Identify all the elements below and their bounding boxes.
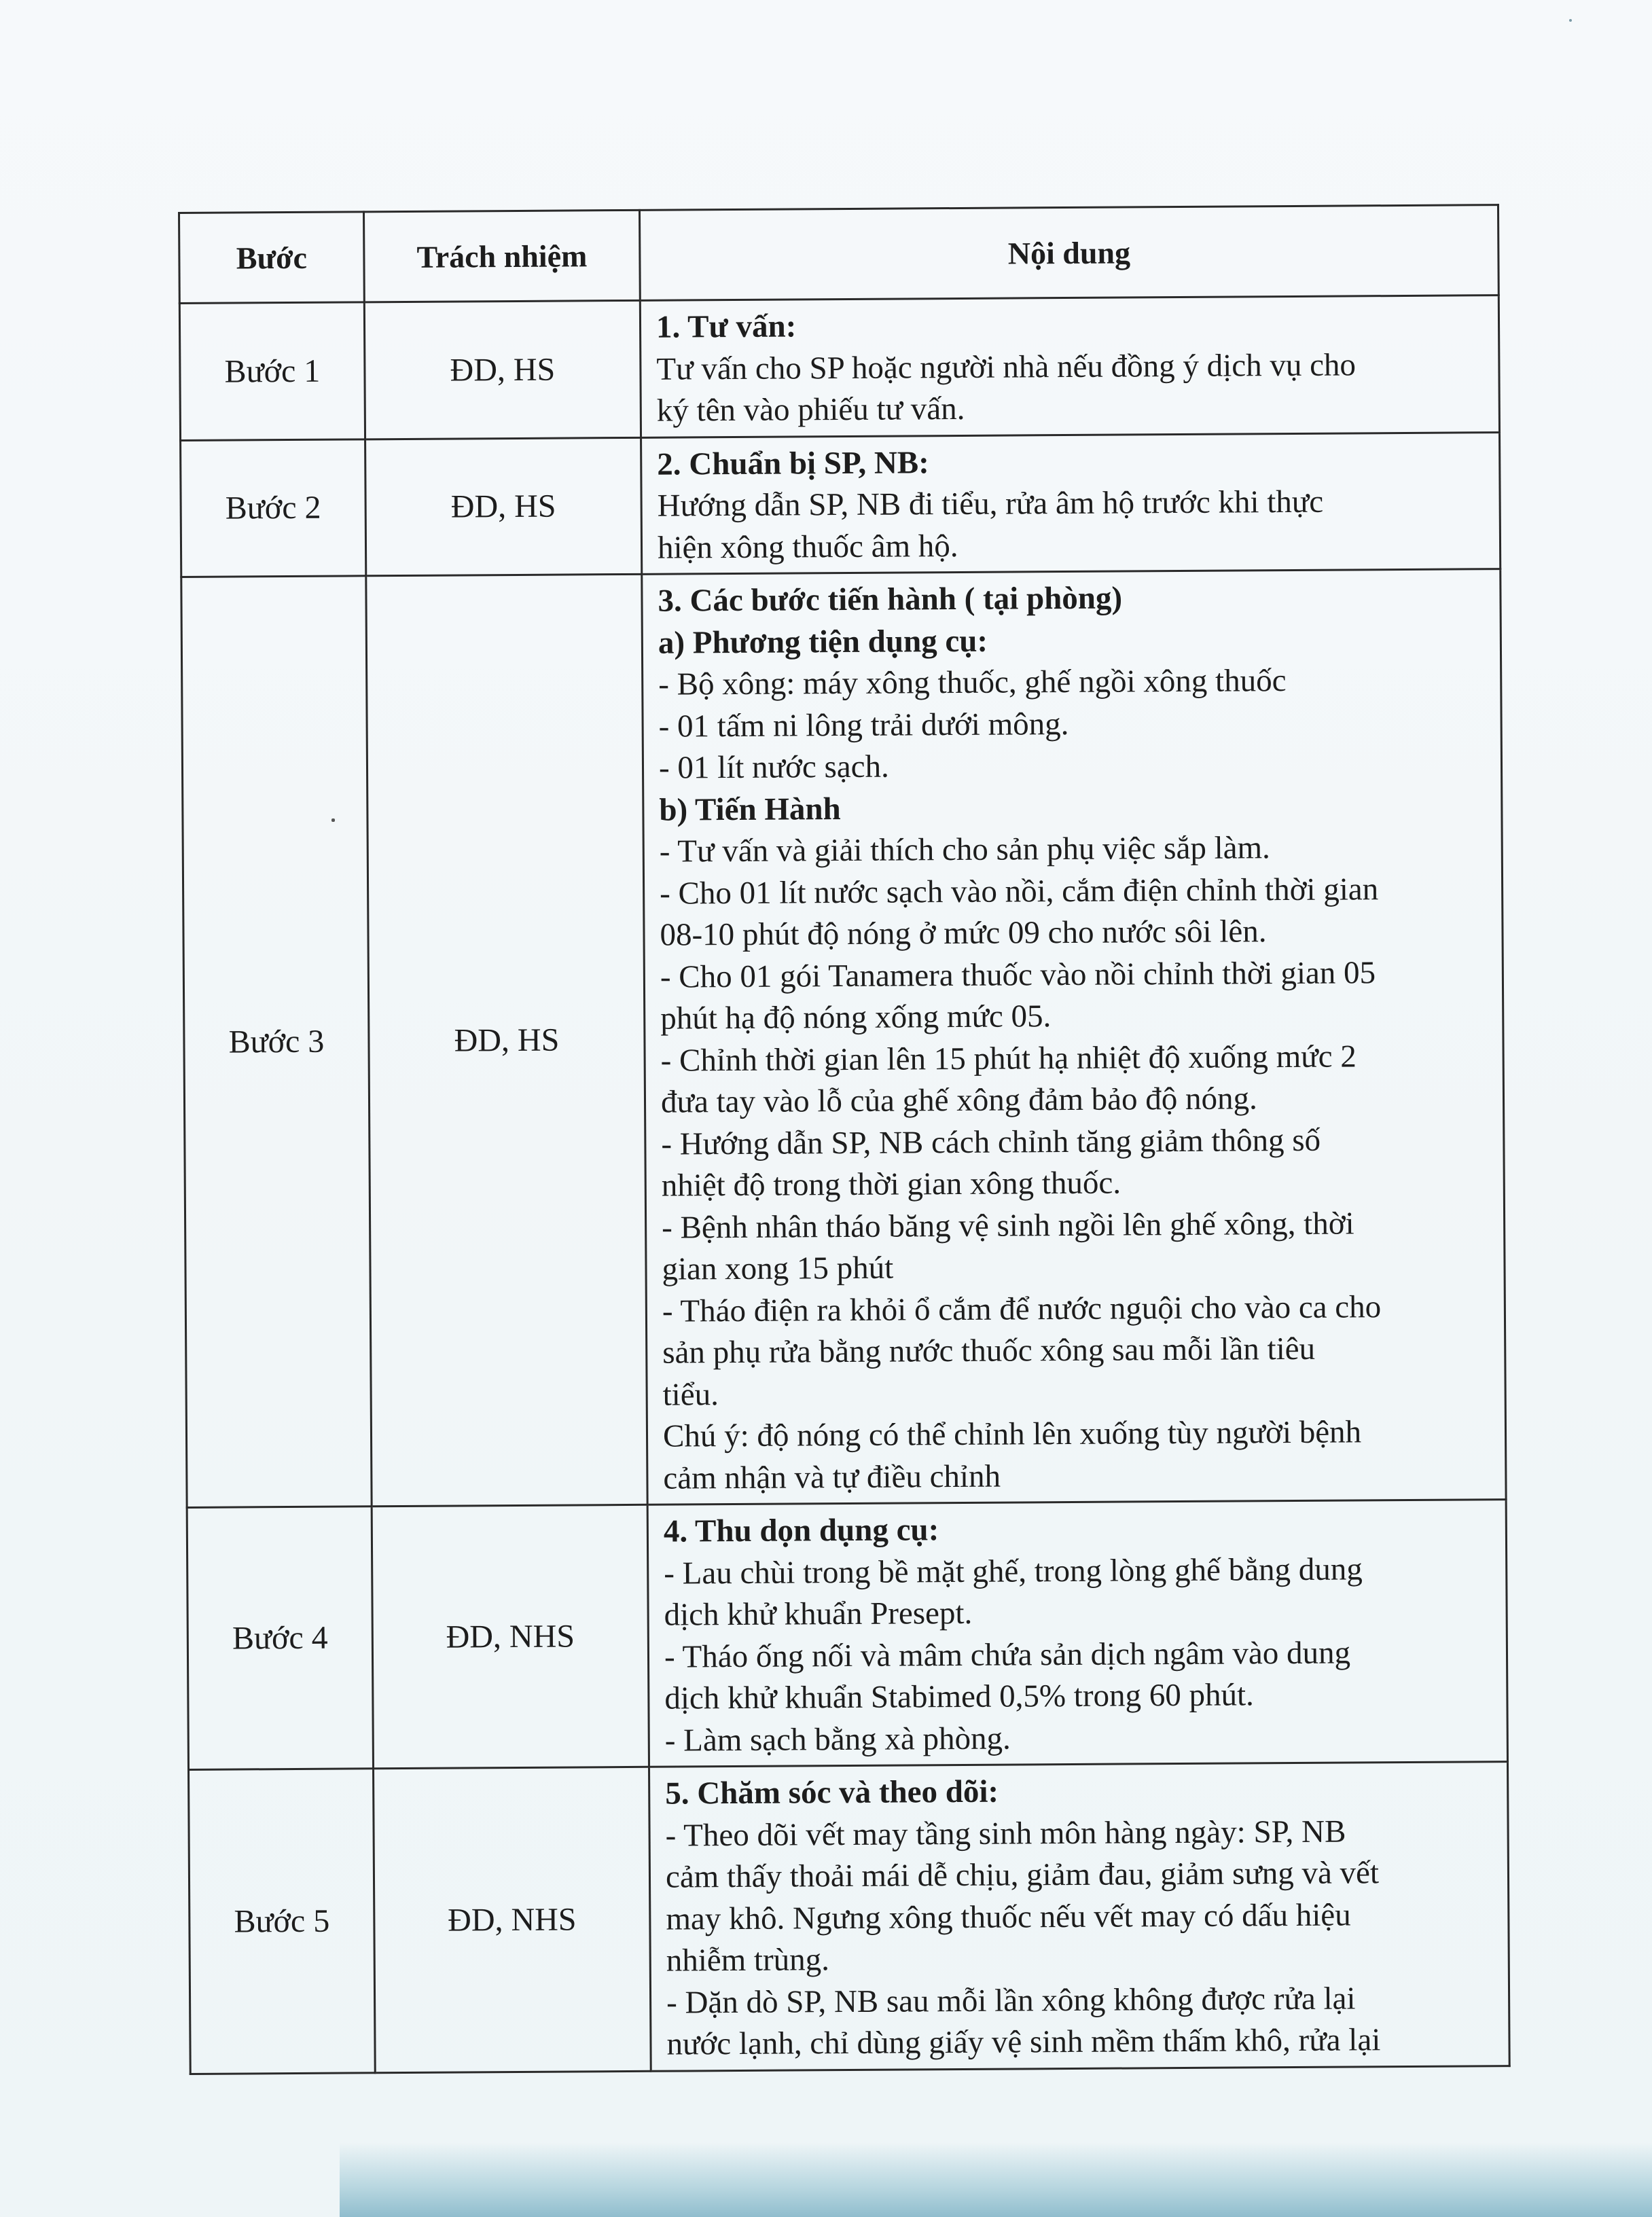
content-line: - Cho 01 gói Tanamera thuốc vào nồi chỉnh thời gian 05 (660, 954, 1376, 995)
procedure-table (178, 204, 1511, 2074)
content-title: 4. Thu dọn dụng cụ: (663, 1512, 939, 1549)
table-row (189, 1762, 1510, 2074)
content-cell (641, 432, 1501, 574)
content-subheading: b) Tiến Hành (659, 791, 841, 828)
content-line: - 01 tấm ni lông trải dưới mông. (658, 706, 1069, 744)
content-line: Tư vấn cho SP hoặc người nhà nếu đồng ý dịch vụ cho (656, 346, 1357, 387)
step-cell: Bước 5 (189, 1769, 376, 2074)
content-line: - Bộ xông: máy xông thuốc, ghế ngồi xông thuốc (658, 663, 1287, 702)
content-title: 3. Các bước tiến hành ( tại phòng) (658, 580, 1123, 619)
content-line: Chú ý: độ nóng có thể chỉnh lên xuống tùy người bệnh (662, 1414, 1362, 1454)
step-cell: Bước 1 (179, 302, 365, 440)
content-line: sản phụ rửa bằng nước thuốc xông sau mỗi lần tiêu (662, 1331, 1316, 1371)
content-line: hiện xông thuốc âm hộ. (657, 528, 958, 566)
content-line: Hướng dẫn SP, NB đi tiểu, rửa âm hộ trước khi thực (657, 484, 1324, 524)
table-header-row (179, 205, 1499, 304)
content-cell (649, 1762, 1509, 2071)
content-line: - Lau chùi trong bề mặt ghế, trong lòng ghế bằng dung (664, 1551, 1363, 1591)
content-cell (647, 1500, 1507, 1767)
content-line: - Chỉnh thời gian lên 15 phút hạ nhiệt độ xuống mức 2 (660, 1038, 1357, 1079)
content-line: - Theo dõi vết may tầng sinh môn hàng ngày: SP, NB (665, 1814, 1346, 1854)
content-line: nhiễm trùng. (666, 1942, 830, 1979)
table-row (187, 1500, 1507, 1770)
content-title: 2. Chuẩn bị SP, NB: (657, 444, 929, 482)
content-line: - Làm sạch bằng xà phòng. (664, 1720, 1011, 1759)
step-cell: Bước 4 (187, 1507, 373, 1770)
content-line: - Hướng dẫn SP, NB cách chỉnh tăng giảm thông số (661, 1122, 1321, 1162)
step-cell: Bước 2 (181, 439, 366, 577)
content-line: phút hạ độ nóng xống mức 05. (660, 998, 1052, 1037)
table-row (181, 432, 1501, 577)
content-line: 08-10 phút độ nóng ở mức 09 cho nước sôi lên. (660, 914, 1267, 953)
responsibility-cell: ĐD, HS (365, 437, 642, 576)
content-line: cảm thấy thoải mái dễ chịu, giảm đau, giảm sưng và vết (665, 1855, 1380, 1895)
content-line: - Tư vấn và giải thích cho sản phụ việc sắp làm. (659, 830, 1271, 869)
content-line: - Dặn dò SP, NB sau mỗi lần xông không được rửa lại (666, 1980, 1356, 2021)
header-step: Bước (179, 212, 365, 304)
content-cell (640, 295, 1499, 437)
content-line: - Tháo điện ra khỏi ổ cắm để nước nguội cho vào ca cho (662, 1288, 1382, 1329)
scan-speck (1569, 19, 1572, 22)
content-line: nước lạnh, chỉ dùng giấy vệ sinh mềm thấm khô, rửa lại (666, 2022, 1381, 2062)
content-title: 5. Chăm sóc và theo dõi: (665, 1773, 999, 1812)
responsibility-cell: ĐD, NHS (372, 1504, 649, 1768)
content-line: cảm nhận và tự điều chỉnh (663, 1458, 1001, 1496)
responsibility-cell: ĐD, NHS (374, 1767, 651, 2072)
content-line: - Cho 01 lít nước sạch vào nồi, cắm điện chỉnh thời gian (659, 871, 1379, 912)
content-line: - Tháo ống nối và mâm chứa sản dịch ngâm vào dung (664, 1634, 1351, 1675)
content-line: tiểu. (662, 1376, 719, 1413)
table-row (181, 569, 1506, 1508)
content-subheading: a) Phương tiện dụng cụ: (658, 623, 988, 661)
content-line: gian xong 15 phút (662, 1250, 894, 1287)
table-row (179, 295, 1499, 440)
header-content: Nội dung (639, 205, 1498, 301)
content-line: đưa tay vào lỗ của ghế xông đảm bảo độ nóng. (660, 1081, 1257, 1120)
step-cell: Bước 3 (181, 576, 372, 1508)
content-line: may khô. Ngưng xông thuốc nếu vết may có dấu hiệu (666, 1896, 1351, 1937)
content-cell (642, 569, 1506, 1505)
content-line: nhiệt độ trong thời gian xông thuốc. (661, 1165, 1121, 1204)
responsibility-cell: ĐD, HS (364, 300, 641, 439)
content-line: - Bệnh nhân tháo băng vệ sinh ngồi lên ghế xông, thời (661, 1205, 1354, 1246)
scan-shadow (340, 2142, 1652, 2217)
responsibility-cell: ĐD, HS (366, 574, 647, 1506)
content-line: ký tên vào phiếu tư vấn. (656, 391, 965, 429)
content-line: - 01 lít nước sạch. (658, 749, 889, 786)
content-title: 1. Tư vấn: (656, 308, 797, 345)
content-line: dịch khử khuẩn Stabimed 0,5% trong 60 phút. (664, 1677, 1254, 1716)
header-responsibility: Trách nhiệm (364, 210, 641, 302)
content-line: dịch khử khuẩn Presept. (664, 1595, 973, 1633)
